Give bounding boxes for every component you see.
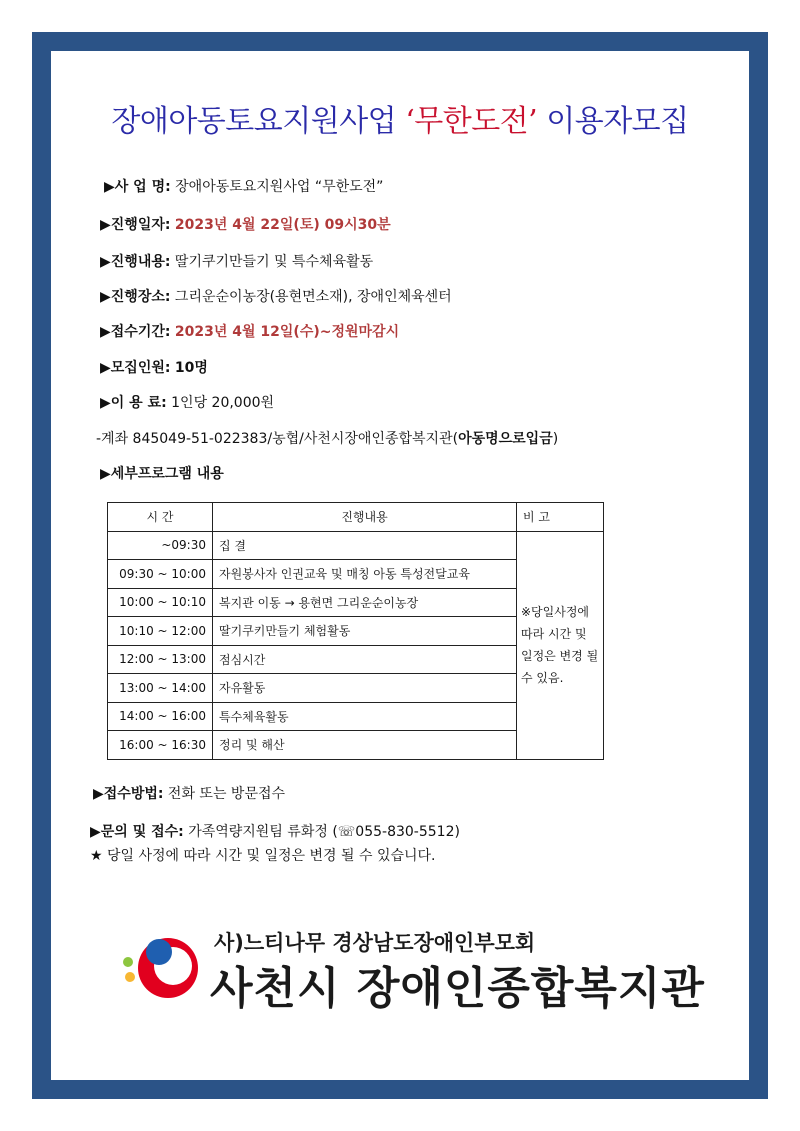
project-value: 장애아동토요지원사업 “무한도전”: [175, 179, 384, 195]
program-label: ▶세부프로그램 내용: [100, 466, 224, 482]
account-row: [96, 428, 558, 448]
capacity-row: [100, 357, 208, 377]
account-text: -계좌 845049-51-022383/농협/사천시장애인종합복지관(: [96, 431, 459, 447]
row-time: 13:00 ~ 14:00: [108, 674, 213, 703]
table-row: [108, 531, 604, 560]
row-activity: 집 결: [213, 531, 517, 560]
organization-name: 사천시 장애인종합복지관: [210, 963, 705, 1014]
header-note: 비 고: [517, 503, 604, 532]
header-activity: 진행내용: [213, 503, 517, 532]
period-label: ▶접수기간:: [100, 324, 171, 340]
row-activity: 특수체육활동: [213, 702, 517, 731]
schedule-table: [107, 502, 604, 760]
account-close: ): [552, 431, 559, 447]
project-row: [104, 176, 383, 196]
place-label: ▶진행장소:: [100, 289, 171, 305]
notice-row: [90, 845, 436, 865]
row-activity: 복지관 이동 → 용현면 그리운순이농장: [213, 588, 517, 617]
place-row: [100, 286, 452, 306]
title-highlight: ‘무한도전’: [405, 104, 538, 139]
row-activity: 자유활동: [213, 674, 517, 703]
logo-dot-green: [123, 957, 133, 967]
content-row: [100, 251, 373, 271]
place-value: 그리운순이농장(용현면소재), 장애인체육센터: [174, 289, 452, 305]
contact-row: [90, 821, 460, 841]
logo-dot-blue: [146, 939, 172, 965]
method-label: ▶접수방법:: [93, 786, 164, 802]
fee-label: ▶이 용 료:: [100, 395, 167, 411]
organization-parent-name: 사)느티나무 경상남도장애인부모회: [214, 931, 536, 955]
notice-text: ★ 당일 사정에 따라 시간 및 일정은 변경 될 수 있습니다.: [90, 848, 436, 864]
fee-value: 1인당 20,000원: [171, 395, 275, 411]
page-title: [0, 96, 800, 140]
table-header-row: [108, 503, 604, 532]
row-time: 14:00 ~ 16:00: [108, 702, 213, 731]
row-activity: 자원봉사자 인권교육 및 매칭 아동 특성전달교육: [213, 560, 517, 589]
date-row: [100, 214, 391, 234]
content-label: ▶진행내용:: [100, 254, 171, 270]
method-row: [93, 783, 285, 803]
account-bold: 아동명으로입금: [458, 431, 553, 447]
date-label: ▶진행일자:: [100, 217, 171, 233]
period-value: 2023년 4월 12일(수)~정원마감시: [174, 324, 400, 340]
schedule-note: ※당일사정에 따라 시간 및 일정은 변경 될 수 있음.: [517, 531, 604, 759]
contact-value: 가족역량지원팀 류화정 (☏055-830-5512): [188, 824, 460, 840]
program-heading: [100, 463, 224, 483]
title-suffix: 이용자모집: [537, 104, 689, 139]
capacity-value: 10명: [174, 360, 208, 376]
row-activity: 정리 및 해산: [213, 731, 517, 760]
row-activity: 딸기쿠키만들기 체험활동: [213, 617, 517, 646]
row-time: 16:00 ~ 16:30: [108, 731, 213, 760]
capacity-label: ▶모집인원:: [100, 360, 171, 376]
project-label: ▶사 업 명:: [104, 179, 171, 195]
row-activity: 점심시간: [213, 645, 517, 674]
row-time: 10:00 ~ 10:10: [108, 588, 213, 617]
logo-dot-yellow: [125, 972, 135, 982]
organization-logo-icon: [118, 932, 208, 1002]
period-row: [100, 321, 399, 341]
header-time: 시 간: [108, 503, 213, 532]
content-value: 딸기쿠기만들기 및 특수체육활동: [174, 254, 374, 270]
title-main: 장애아동토요지원사업: [111, 104, 406, 139]
fee-row: [100, 392, 274, 412]
row-time: 12:00 ~ 13:00: [108, 645, 213, 674]
method-value: 전화 또는 방문접수: [167, 786, 286, 802]
row-time: 09:30 ~ 10:00: [108, 560, 213, 589]
date-value: 2023년 4월 22일(토) 09시30분: [174, 217, 391, 233]
row-time: 10:10 ~ 12:00: [108, 617, 213, 646]
contact-label: ▶문의 및 접수:: [90, 824, 184, 840]
row-time: ~09:30: [108, 531, 213, 560]
